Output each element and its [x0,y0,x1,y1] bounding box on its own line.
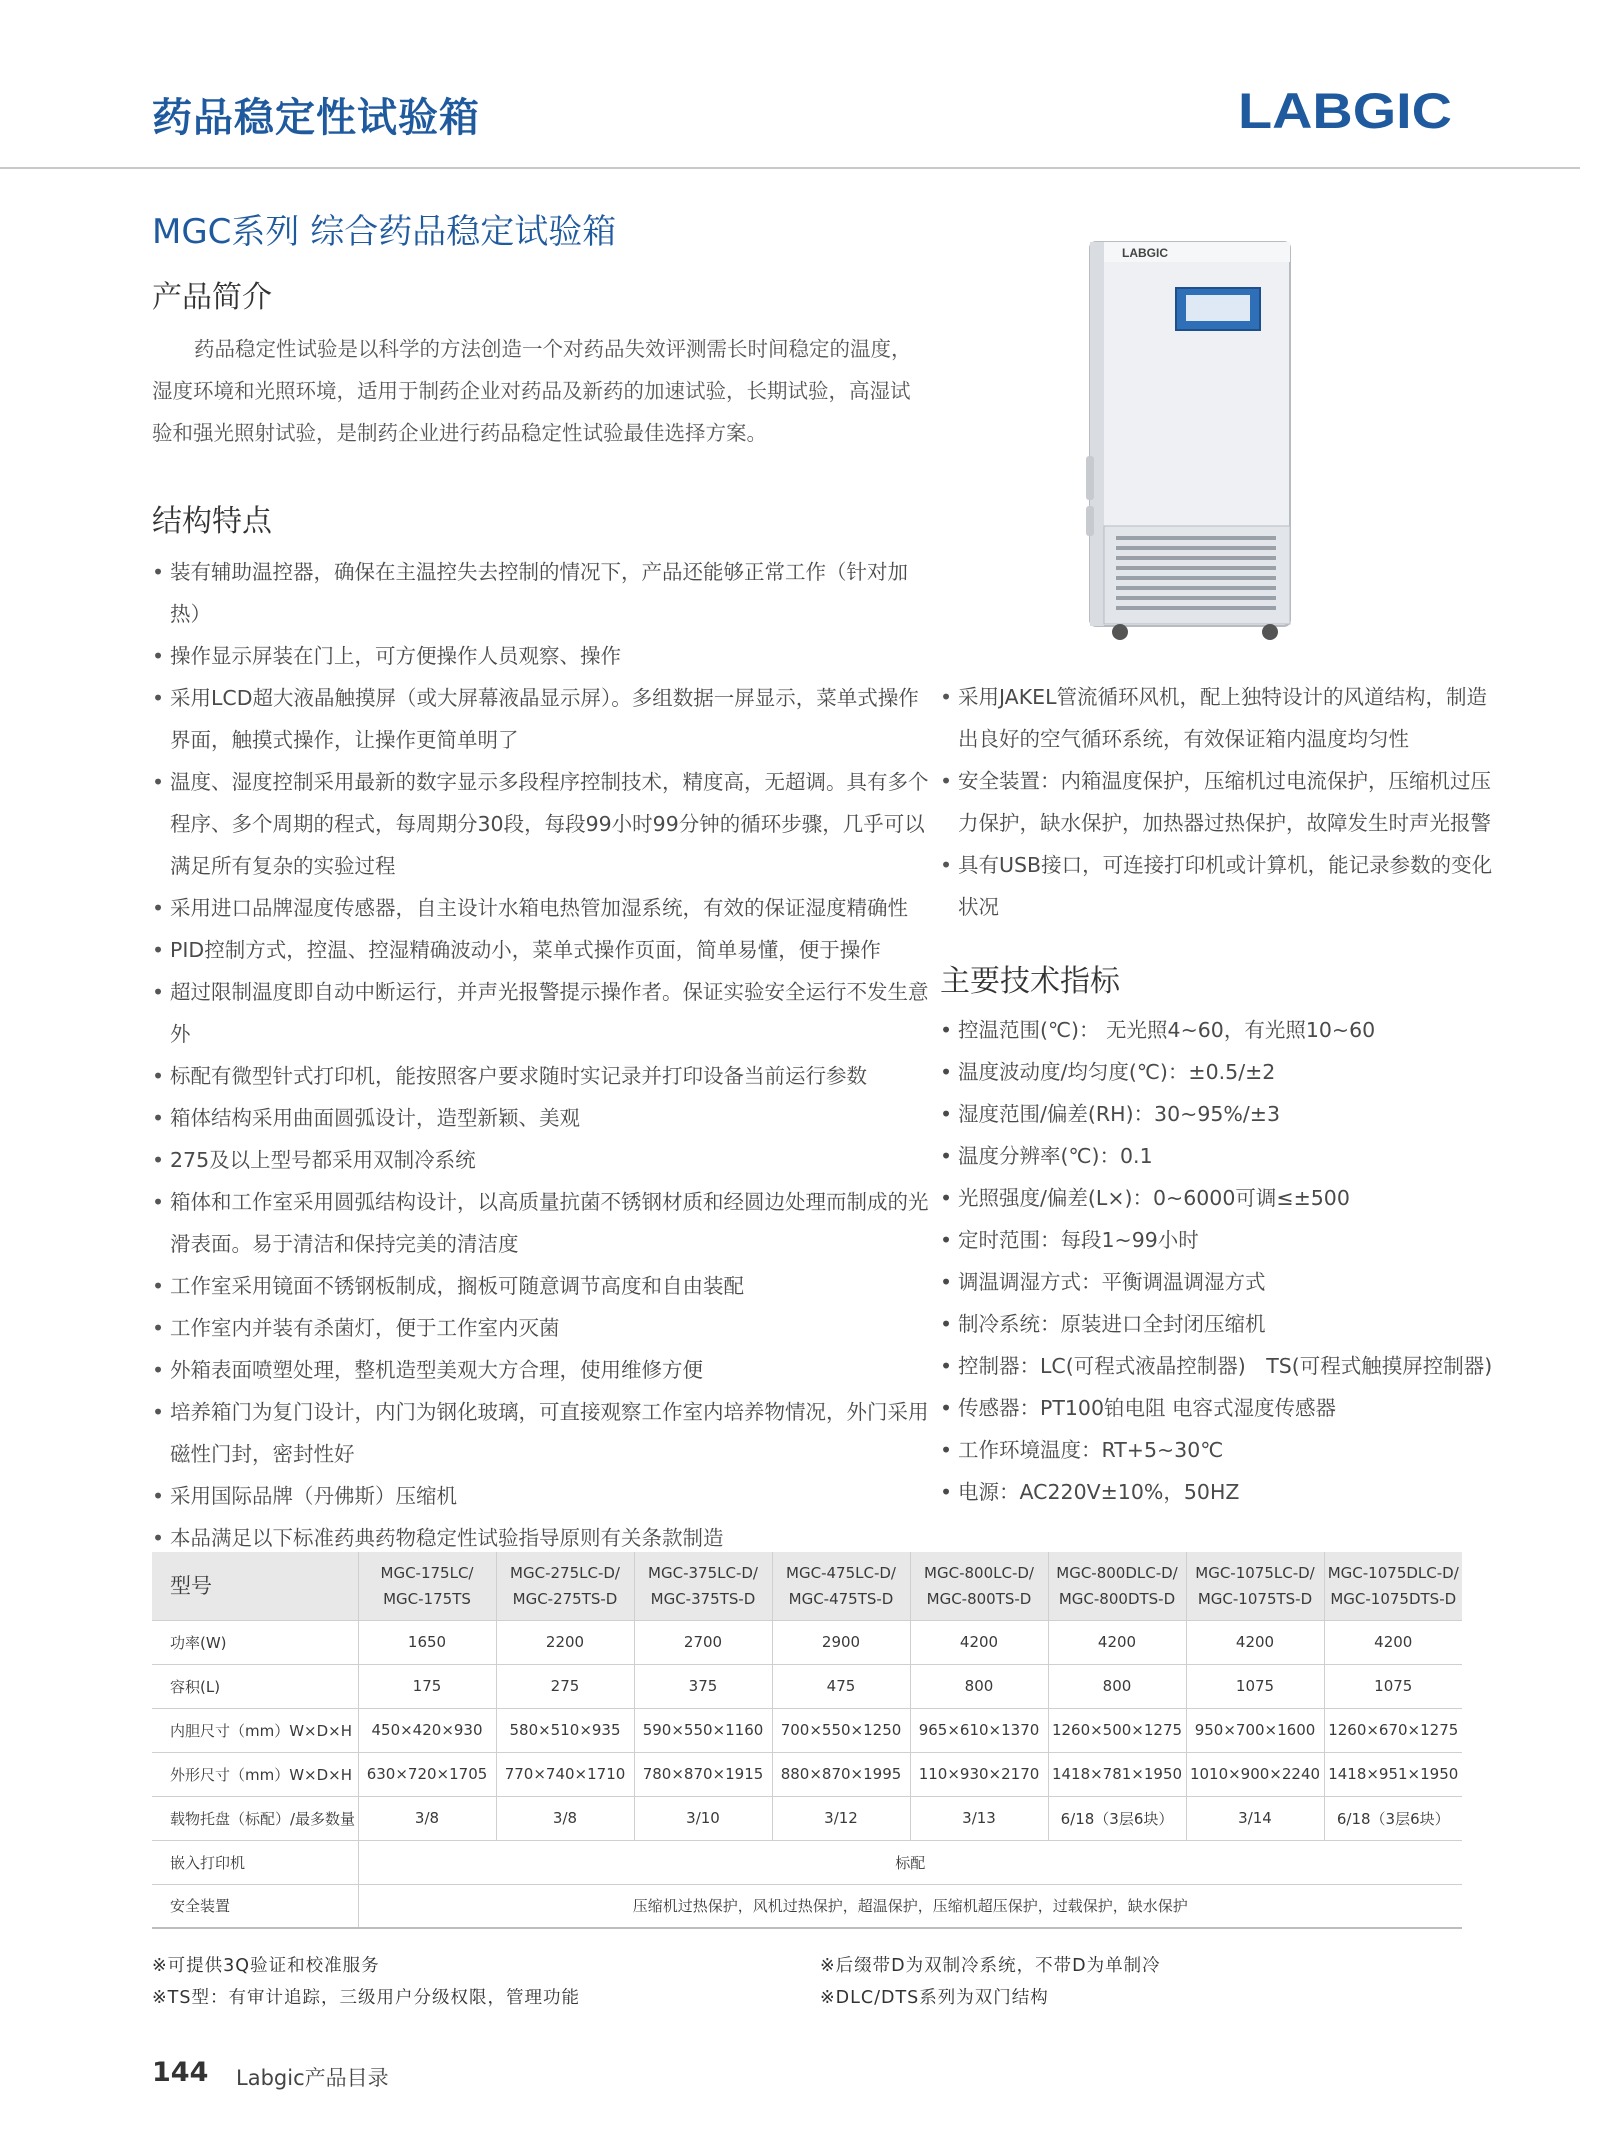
table-cell: 3/14 [1186,1796,1324,1840]
table-cell: 580×510×935 [496,1708,634,1752]
row-label: 内胆尺寸（mm）W×D×H [152,1708,358,1752]
note-3q: ※可提供3Q验证和校准服务 [152,1956,380,1976]
table-cell: 175 [358,1664,496,1708]
page-title: 药品稳定性试验箱 [152,95,480,141]
table-cell: 880×870×1995 [772,1752,910,1796]
table-cell: 3/8 [358,1796,496,1840]
table-cell: 4200 [1048,1620,1186,1664]
feature-item: • 超过限制温度即自动中断运行，并声光报警提示操作者。保证实验安全运行不发生意外 [152,971,932,1055]
spec-item: • 定时范围：每段1~99小时 [940,1219,1500,1261]
model-name-line1: MGC-1075LC-D/ [1195,1563,1315,1582]
model-header [1186,1552,1324,1620]
table-cell: 780×870×1915 [634,1752,772,1796]
model-name-line1: MGC-175LC/ [380,1563,474,1582]
feature-item: • 培养箱门为复门设计，内门为钢化玻璃，可直接观察工作室内培养物情况，外门采用磁性门封，密封性好 [152,1391,932,1475]
table-cell: 2900 [772,1620,910,1664]
feature-item: • 275及以上型号都采用双制冷系统 [152,1139,932,1181]
spec-item: • 工作环境温度：RT+5~30℃ [940,1429,1500,1471]
table-cell: 590×550×1160 [634,1708,772,1752]
feature-item: • 操作显示屏装在门上，可方便操作人员观察、操作 [152,635,932,677]
table-cell: 1075 [1324,1664,1462,1708]
table-row [152,1664,1462,1708]
table-cell: 2700 [634,1620,772,1664]
table-cell: 275 [496,1664,634,1708]
table-cell: 4200 [1186,1620,1324,1664]
model-name-line1: MGC-275LC-D/ [510,1563,620,1582]
feature-item: • 标配有微型针式打印机，能按照客户要求随时实记录并打印设备当前运行参数 [152,1055,932,1097]
header-divider [0,167,1580,169]
row-label: 容积(L) [152,1664,358,1708]
feature-item: • 工作室采用镜面不锈钢板制成，搁板可随意调节高度和自由装配 [152,1265,932,1307]
table-cell: 1010×900×2240 [1186,1752,1324,1796]
spec-item: • 光照强度/偏差(L×)：0~6000可调≤±500 [940,1177,1500,1219]
table-cell: 6/18（3层6块） [1324,1796,1462,1840]
feature-item: • 外箱表面喷塑处理，整机造型美观大方合理，使用维修方便 [152,1349,932,1391]
intro-heading: 产品简介 [152,280,272,315]
table-cell: 1418×951×1950 [1324,1752,1462,1796]
table-cell: 2200 [496,1620,634,1664]
model-name-line2: MGC-1075DTS-D [1330,1589,1457,1608]
feature-item: • 温度、湿度控制采用最新的数字显示多段程序控制技术，精度高，无超调。具有多个程序、多个周期的程式，每周期分30段，每段99小时99分钟的循环步骤，几乎可以满足所有复杂的实验过程 [152,761,932,887]
table-cell: 1260×500×1275 [1048,1708,1186,1752]
model-header [496,1552,634,1620]
spec-item: • 温度分辨率(℃)：0.1 [940,1135,1500,1177]
catalog-name: Labgic产品目录 [236,2066,389,2090]
specs-list [940,1009,1500,1513]
feature-item: • 箱体结构采用曲面圆弧设计，造型新颖、美观 [152,1097,932,1139]
spec-item: • 控制器：LC(可程式液晶控制器) TS(可程式触摸屏控制器) [940,1345,1500,1387]
features-list-left [152,551,932,1559]
table-row [152,1708,1462,1752]
row-label: 安全装置 [152,1884,358,1928]
feature-item: • 采用进口品牌湿度传感器，自主设计水箱电热管加湿系统，有效的保证湿度精确性 [152,887,932,929]
table-cell: 1260×670×1275 [1324,1708,1462,1752]
logo-text: LABGIC [1238,84,1452,136]
feature-item: • 采用JAKEL管流循环风机，配上独特设计的风道结构，制造出良好的空气循环系统，有效保证箱内温度均匀性 [940,676,1500,760]
table-cell: 4200 [910,1620,1048,1664]
model-name-line1: MGC-1075DLC-D/ [1327,1563,1459,1582]
spec-item: • 控温范围(℃)： 无光照4~60，有光照10~60 [940,1009,1500,1051]
note-ts: ※TS型：有审计追踪，三级用户分级权限，管理功能 [152,1988,580,2008]
row-label: 外形尺寸（mm）W×D×H [152,1752,358,1796]
specs-heading: 主要技术指标 [940,964,1120,999]
feature-item: • 本品满足以下标准药典药物稳定性试验指导原则有关条款制造 [152,1517,932,1559]
model-name-line1: MGC-375LC-D/ [648,1563,758,1582]
table-cell: 965×610×1370 [910,1708,1048,1752]
model-name-line2: MGC-475TS-D [788,1589,894,1608]
table-cell: 1650 [358,1620,496,1664]
model-name-line2: MGC-375TS-D [650,1589,756,1608]
feature-item: • 采用LCD超大液晶触摸屏（或大屏幕液晶显示屏）。多组数据一屏显示，菜单式操作界面，触摸式操作，让操作更简单明了 [152,677,932,761]
table-cell: 800 [910,1664,1048,1708]
table-cell: 3/12 [772,1796,910,1840]
table-cell: 6/18（3层6块） [1048,1796,1186,1840]
model-name-line1: MGC-475LC-D/ [786,1563,896,1582]
note-dlc: ※DLC/DTS系列为双门结构 [820,1988,1049,2008]
table-cell: 压缩机过热保护，风机过热保护，超温保护，压缩机超压保护，过载保护，缺水保护 [358,1884,1462,1928]
feature-item: • 工作室内并装有杀菌灯，便于工作室内灭菌 [152,1307,932,1349]
table-cell: 950×700×1600 [1186,1708,1324,1752]
spec-item: • 制冷系统：原装进口全封闭压缩机 [940,1303,1500,1345]
page-number: 144 [152,2057,209,2088]
model-header [910,1552,1048,1620]
feature-item: • 具有USB接口，可连接打印机或计算机，能记录参数的变化状况 [940,844,1500,928]
table-cell: 4200 [1324,1620,1462,1664]
spec-table [152,1552,1462,1929]
table-header-row [152,1552,1462,1620]
model-header [634,1552,772,1620]
table-cell: 700×550×1250 [772,1708,910,1752]
table-cell: 375 [634,1664,772,1708]
row-label: 载物托盘（标配）/最多数量 [152,1796,358,1840]
features-list-right [940,676,1500,928]
model-header [358,1552,496,1620]
table-row [152,1884,1462,1928]
product-title: MGC系列 综合药品稳定试验箱 [152,212,617,252]
table-cell: 110×930×2170 [910,1752,1048,1796]
table-cell: 770×740×1710 [496,1752,634,1796]
model-name-line2: MGC-275TS-D [512,1589,618,1608]
table-row [152,1752,1462,1796]
model-name-line2: MGC-800TS-D [926,1589,1032,1608]
spec-item: • 调温调湿方式：平衡调温调湿方式 [940,1261,1500,1303]
product-image [1072,236,1312,644]
model-header [1048,1552,1186,1620]
table-cell: 630×720×1705 [358,1752,496,1796]
table-cell: 1418×781×1950 [1048,1752,1186,1796]
feature-item: • 箱体和工作室采用圆弧结构设计，以高质量抗菌不锈钢材质和经圆边处理而制成的光滑表面。易于清洁和保持完美的清洁度 [152,1181,932,1265]
row-label: 功率(W) [152,1620,358,1664]
table-cell: 450×420×930 [358,1708,496,1752]
feature-item: • 安全装置：内箱温度保护，压缩机过电流保护，压缩机过压力保护，缺水保护，加热器过热保护，故障发生时声光报警 [940,760,1500,844]
model-header [1324,1552,1462,1620]
table-cell: 3/8 [496,1796,634,1840]
spec-item: • 温度波动度/均匀度(℃)：±0.5/±2 [940,1051,1500,1093]
intro-paragraph: 药品稳定性试验是以科学的方法创造一个对药品失效评测需长时间稳定的温度，湿度环境和光照环境，适用于制药企业对药品及新药的加速试验，长期试验，高湿试验和强光照射试验，是制药企业进行药品稳定性试验最佳选择方案。 [152,337,912,445]
image-brand-label: LABGIC [1122,246,1168,260]
model-name-line2: MGC-800DTS-D [1058,1589,1176,1608]
table-cell: 3/13 [910,1796,1048,1840]
feature-item: • PID控制方式，控温、控湿精确波动小，菜单式操作页面，简单易懂，便于操作 [152,929,932,971]
note-d-suffix: ※后缀带D为双制冷系统，不带D为单制冷 [820,1956,1161,1976]
spec-item: • 传感器：PT100铂电阻 电容式湿度传感器 [940,1387,1500,1429]
table-row [152,1620,1462,1664]
table-row [152,1840,1462,1884]
model-name-line1: MGC-800LC-D/ [924,1563,1034,1582]
table-cell: 3/10 [634,1796,772,1840]
labgic-logo [1238,84,1454,136]
model-name-line2: MGC-1075TS-D [1197,1589,1313,1608]
feature-item: • 采用国际品牌（丹佛斯）压缩机 [152,1475,932,1517]
feature-item: • 装有辅助温控器，确保在主温控失去控制的情况下，产品还能够正常工作（针对加热） [152,551,932,635]
spec-item: • 电源：AC220V±10%，50HZ [940,1471,1500,1513]
table-header-label: 型号 [152,1552,358,1620]
spec-item: • 湿度范围/偏差(RH)：30~95%/±3 [940,1093,1500,1135]
model-name-line1: MGC-800DLC-D/ [1056,1563,1178,1582]
table-cell: 标配 [358,1840,1462,1884]
model-name-line2: MGC-175TS [383,1589,471,1608]
table-cell: 1075 [1186,1664,1324,1708]
table-row [152,1796,1462,1840]
table-cell: 475 [772,1664,910,1708]
row-label: 嵌入打印机 [152,1840,358,1884]
features-heading: 结构特点 [152,504,272,539]
table-cell: 800 [1048,1664,1186,1708]
model-header [772,1552,910,1620]
